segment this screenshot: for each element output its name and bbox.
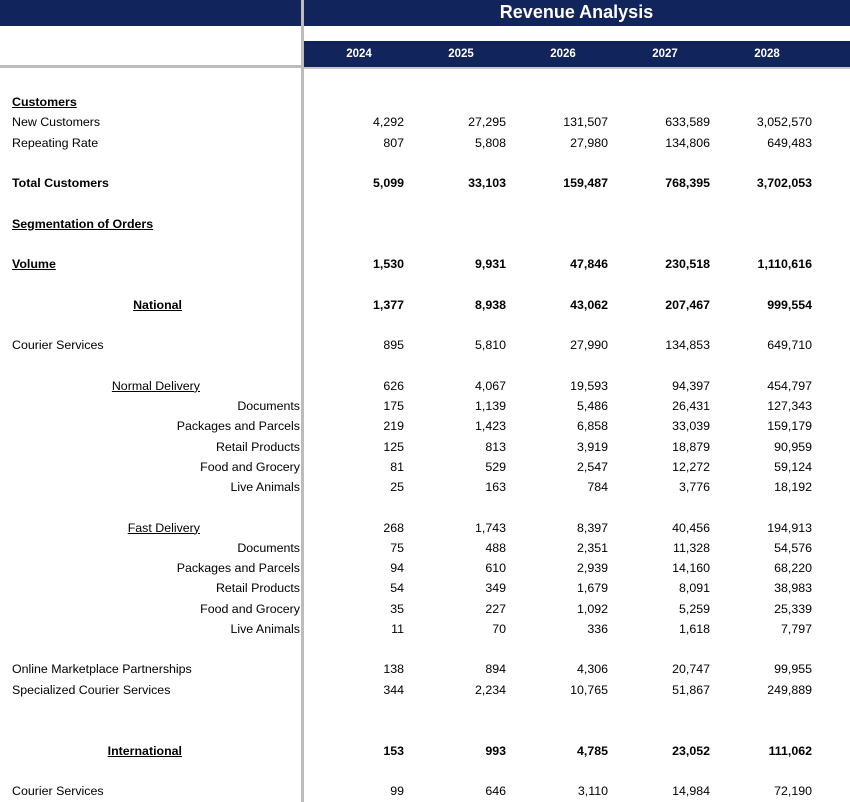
page-title: Revenue Analysis <box>499 2 654 22</box>
row-value[interactable]: 90,959 <box>774 439 812 454</box>
row-value[interactable]: 131,507 <box>563 115 608 130</box>
row-value[interactable]: 249,889 <box>767 682 812 697</box>
row-value[interactable]: 4,067 <box>474 378 506 393</box>
row-value[interactable]: 25,339 <box>774 601 812 616</box>
row-value[interactable]: 19,593 <box>570 378 608 393</box>
row-value[interactable]: 807 <box>383 135 404 150</box>
row-label: Customers <box>12 95 77 109</box>
table-row[interactable] <box>0 700 850 720</box>
row-value[interactable]: 81 <box>390 459 404 474</box>
row-value[interactable]: 175 <box>383 398 404 413</box>
table-row[interactable] <box>0 173 850 193</box>
row-value[interactable]: 159,179 <box>767 419 812 434</box>
row-value[interactable]: 999,554 <box>767 297 812 312</box>
table-row[interactable] <box>0 619 850 639</box>
title-band <box>0 0 850 26</box>
table-row[interactable] <box>0 214 850 234</box>
row-value[interactable]: 813 <box>485 439 506 454</box>
table-row[interactable] <box>0 518 850 538</box>
row-value[interactable]: 5,808 <box>474 135 506 150</box>
row-value[interactable]: 94,397 <box>672 378 710 393</box>
row-value[interactable]: 163 <box>485 480 506 495</box>
row-value[interactable]: 99,955 <box>774 662 812 677</box>
row-value[interactable]: 8,938 <box>474 297 506 312</box>
row-value[interactable]: 230,518 <box>665 257 710 272</box>
row-value[interactable]: 27,980 <box>570 135 608 150</box>
table-row[interactable] <box>0 92 850 112</box>
row-value[interactable]: 768,395 <box>665 176 710 191</box>
table-row[interactable] <box>0 234 850 254</box>
row-label: Total Customers <box>12 176 109 191</box>
row-value[interactable]: 1,679 <box>576 581 608 596</box>
row-value[interactable]: 3,702,053 <box>756 176 812 191</box>
row-value[interactable]: 227 <box>485 601 506 616</box>
row-value[interactable]: 70 <box>492 621 506 636</box>
row-value[interactable]: 72,190 <box>774 784 812 799</box>
row-label: Documents <box>237 398 300 413</box>
row-value[interactable]: 8,091 <box>678 581 710 596</box>
row-value[interactable]: 4,292 <box>372 115 404 130</box>
row-value[interactable]: 20,747 <box>672 662 710 677</box>
table-row[interactable] <box>0 497 850 517</box>
row-value[interactable]: 134,853 <box>665 338 710 353</box>
row-value[interactable]: 993 <box>485 743 506 758</box>
row-value[interactable]: 4,306 <box>576 662 608 677</box>
row-value[interactable]: 14,984 <box>672 784 710 799</box>
row-value[interactable]: 7,797 <box>780 621 812 636</box>
row-value[interactable]: 9,931 <box>474 257 506 272</box>
row-label: Courier Services <box>12 784 104 799</box>
row-value[interactable]: 159,487 <box>563 176 608 191</box>
year-header-2028: 2028 <box>754 48 780 60</box>
table-row[interactable] <box>0 133 850 153</box>
row-value[interactable]: 14,160 <box>672 561 710 576</box>
row-label: Volume <box>12 257 56 272</box>
table-row[interactable] <box>0 781 850 801</box>
table-row[interactable] <box>0 193 850 213</box>
row-value[interactable]: 40,456 <box>672 520 710 535</box>
row-label: Retail Products <box>215 581 300 596</box>
row-value[interactable]: 54 <box>390 581 404 596</box>
row-value[interactable]: 895 <box>383 338 404 353</box>
row-value[interactable]: 18,192 <box>774 480 812 495</box>
row-value[interactable]: 127,343 <box>767 398 812 413</box>
row-value[interactable]: 35 <box>390 601 404 616</box>
row-label: Live Animals <box>230 621 300 636</box>
row-value[interactable]: 23,052 <box>672 743 710 758</box>
row-value[interactable]: 336 <box>587 621 608 636</box>
table-row[interactable] <box>0 437 850 457</box>
table-row[interactable] <box>0 274 850 294</box>
table-row[interactable] <box>0 153 850 173</box>
table-row[interactable] <box>0 558 850 578</box>
table-row[interactable] <box>0 355 850 375</box>
table-row[interactable] <box>0 376 850 396</box>
table-row[interactable] <box>0 457 850 477</box>
row-value[interactable]: 1,092 <box>576 601 608 616</box>
row-value[interactable]: 153 <box>383 743 404 758</box>
row-label: Live Animals <box>230 480 300 495</box>
row-value[interactable]: 11,328 <box>673 540 710 555</box>
row-value[interactable]: 25 <box>390 480 404 495</box>
row-value[interactable]: 1,743 <box>474 520 506 535</box>
row-label: Online Marketplace Partnerships <box>12 662 192 677</box>
row-value[interactable]: 3,052,570 <box>756 115 812 130</box>
table-row[interactable] <box>0 416 850 436</box>
table-row[interactable] <box>0 112 850 132</box>
row-value[interactable]: 1,618 <box>678 621 710 636</box>
table-row[interactable] <box>0 254 850 274</box>
row-value[interactable]: 5,099 <box>372 176 404 191</box>
row-value[interactable]: 1,139 <box>474 398 506 413</box>
row-value[interactable]: 59,124 <box>774 459 812 474</box>
row-label: Retail Products <box>215 439 300 454</box>
row-value[interactable]: 894 <box>485 662 506 677</box>
row-value[interactable]: 33,103 <box>468 176 506 191</box>
row-value[interactable]: 43,062 <box>570 297 608 312</box>
row-label: Fast Delivery <box>127 520 200 535</box>
row-value[interactable]: 219 <box>383 419 404 434</box>
row-label: Normal Delivery <box>111 378 200 393</box>
row-value[interactable]: 111,062 <box>768 743 812 758</box>
row-label: Packages and Parcels <box>176 419 300 434</box>
row-value[interactable]: 454,797 <box>767 378 812 393</box>
row-value[interactable]: 3,919 <box>576 439 608 454</box>
row-label: Repeating Rate <box>12 135 99 150</box>
row-value[interactable]: 1,530 <box>372 257 404 272</box>
row-value[interactable]: 1,423 <box>474 419 506 434</box>
row-value[interactable]: 349 <box>485 581 506 596</box>
row-value[interactable]: 134,806 <box>665 135 710 150</box>
row-label: Documents <box>237 540 300 555</box>
row-value[interactable]: 99 <box>390 784 404 799</box>
left-header-rule <box>0 65 301 68</box>
row-label: New Customers <box>12 115 101 130</box>
row-label: Food and Grocery <box>200 459 300 474</box>
table-row[interactable] <box>0 741 850 761</box>
row-value[interactable]: 1,377 <box>372 297 404 312</box>
year-header-band <box>303 41 850 67</box>
row-label: Packages and Parcels <box>176 561 300 576</box>
row-value[interactable]: 27,295 <box>468 115 506 130</box>
row-value[interactable]: 5,810 <box>474 338 506 353</box>
row-value[interactable]: 75 <box>390 540 404 555</box>
row-value[interactable]: 610 <box>485 561 506 576</box>
row-value[interactable]: 18,879 <box>672 439 710 454</box>
row-label: National <box>133 297 182 312</box>
row-value[interactable]: 47,846 <box>570 257 608 272</box>
row-value[interactable]: 6,858 <box>576 419 608 434</box>
row-value[interactable]: 3,110 <box>577 784 608 799</box>
row-value[interactable]: 488 <box>485 540 506 555</box>
row-value[interactable]: 1,110,616 <box>757 257 812 272</box>
row-value[interactable]: 649,710 <box>767 338 812 353</box>
row-value[interactable]: 4,785 <box>576 743 608 758</box>
table-row[interactable] <box>0 599 850 619</box>
row-value[interactable]: 646 <box>485 784 506 799</box>
table-row[interactable] <box>0 761 850 781</box>
table-row[interactable] <box>0 578 850 598</box>
row-value[interactable]: 27,990 <box>570 338 608 353</box>
row-value[interactable]: 26,431 <box>672 398 710 413</box>
row-label: Courier Services <box>12 338 104 353</box>
row-value[interactable]: 10,765 <box>570 682 608 697</box>
row-value[interactable]: 138 <box>383 662 404 677</box>
row-value[interactable]: 344 <box>383 682 404 697</box>
table-row[interactable] <box>0 335 850 355</box>
row-value[interactable]: 268 <box>383 520 404 535</box>
table-row[interactable] <box>0 477 850 497</box>
table-row[interactable] <box>0 659 850 679</box>
table-row[interactable] <box>0 538 850 558</box>
row-value[interactable]: 125 <box>383 439 404 454</box>
row-value[interactable]: 2,234 <box>474 682 506 697</box>
row-label: Segmentation of Orders <box>12 216 154 231</box>
year-header-2024: 2024 <box>346 48 372 60</box>
table-row[interactable] <box>0 295 850 315</box>
row-value[interactable]: 68,220 <box>774 561 812 576</box>
row-label: Food and Grocery <box>200 601 300 616</box>
row-value[interactable]: 633,589 <box>665 115 710 130</box>
year-header-2026: 2026 <box>550 48 576 60</box>
row-value[interactable]: 33,039 <box>672 419 710 434</box>
row-value[interactable]: 626 <box>383 378 404 393</box>
row-value[interactable]: 2,547 <box>576 459 608 474</box>
row-value[interactable]: 529 <box>485 459 506 474</box>
row-value[interactable]: 38,983 <box>774 581 812 596</box>
row-value[interactable]: 784 <box>587 480 608 495</box>
row-value[interactable]: 3,776 <box>678 480 710 495</box>
row-value[interactable]: 2,351 <box>576 540 608 555</box>
row-value[interactable]: 8,397 <box>576 520 608 535</box>
table-row[interactable] <box>0 315 850 335</box>
table-row[interactable] <box>0 720 850 740</box>
row-value[interactable]: 12,272 <box>672 459 710 474</box>
table-row[interactable] <box>0 680 850 700</box>
year-header-bottom-rule <box>303 67 850 69</box>
row-label: Specialized Courier Services <box>12 682 171 697</box>
row-value[interactable]: 2,939 <box>576 561 608 576</box>
table-row[interactable] <box>0 639 850 659</box>
row-value[interactable]: 54,576 <box>774 540 812 555</box>
row-value[interactable]: 11 <box>391 621 404 636</box>
table-row[interactable] <box>0 396 850 416</box>
year-header-2025: 2025 <box>448 48 474 60</box>
row-label: International <box>107 743 182 758</box>
row-value[interactable]: 5,259 <box>678 601 710 616</box>
data-rows <box>0 92 850 801</box>
row-value[interactable]: 94 <box>390 561 404 576</box>
year-header-2027: 2027 <box>652 48 678 60</box>
row-value[interactable]: 51,867 <box>672 682 710 697</box>
row-value[interactable]: 5,486 <box>576 398 608 413</box>
row-value[interactable]: 649,483 <box>767 135 812 150</box>
row-value[interactable]: 194,913 <box>767 520 812 535</box>
row-value[interactable]: 207,467 <box>665 297 710 312</box>
